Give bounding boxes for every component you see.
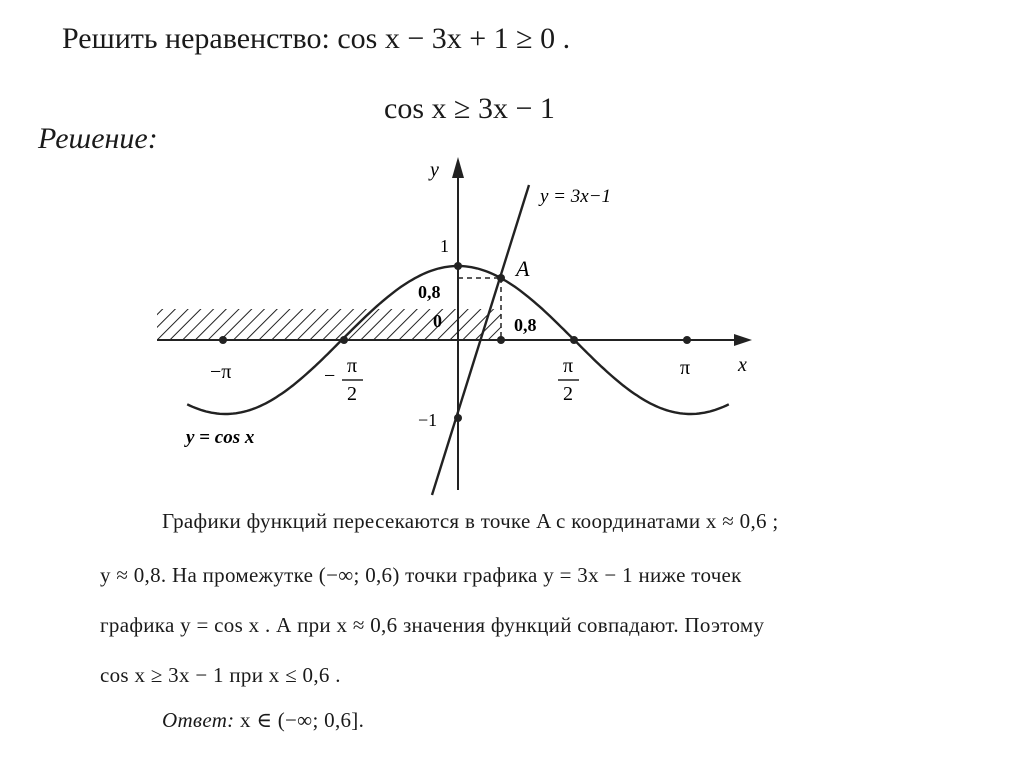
paragraph-line-3: графика y = cos x . А при x ≈ 0,6 значения функций совпадают. Поэтому — [100, 613, 765, 637]
paragraph-line-2: y ≈ 0,8. На промежутке (−∞; 0,6) точки графика y = 3x − 1 ниже точек — [100, 563, 742, 587]
point-y-intercept — [454, 414, 462, 422]
paragraph-line-1: Графики функций пересекаются в точке A с координатами x ≈ 0,6 ; — [162, 509, 779, 533]
tick-label-two: 2 — [347, 383, 357, 405]
point-minus-half-pi — [340, 336, 348, 344]
tick-label-08-y: 0,8 — [418, 282, 441, 302]
problem-inequality: cos x − 3x + 1 ≥ 0 . — [337, 22, 571, 55]
tick-label-pi-numerator-right: π — [563, 355, 574, 377]
point-pi — [683, 336, 691, 344]
point-A — [497, 274, 505, 282]
transformed-inequality: cos x ≥ 3x − 1 — [384, 92, 555, 125]
solution-region-hatch — [157, 309, 501, 339]
tick-label-minus-one: −1 — [418, 410, 438, 430]
function-graph — [150, 150, 770, 500]
tick-label-pi-numerator: π — [347, 355, 358, 377]
tick-label-08-x: 0,8 — [514, 315, 537, 335]
solution-heading: Решение: — [38, 122, 158, 155]
y-axis-arrow — [452, 157, 464, 178]
tick-label-one: 1 — [440, 236, 449, 256]
tick-label-two-right: 2 — [563, 383, 573, 405]
tick-label-minus-sign: − — [324, 365, 336, 387]
point-08-x — [497, 336, 505, 344]
cos-label: y = cos x — [186, 427, 255, 448]
answer-line — [162, 708, 364, 733]
x-axis-arrow — [734, 334, 752, 346]
tick-label-pi: π — [680, 357, 691, 379]
problem-label: Решить неравенство: — [62, 22, 330, 55]
tick-label-zero: 0 — [433, 311, 442, 331]
answer-label: Ответ: — [162, 708, 235, 732]
answer-value: x ∈ (−∞; 0,6]. — [234, 708, 365, 732]
tick-label-minus-pi: −π — [210, 361, 232, 383]
paragraph-line-4: cos x ≥ 3x − 1 при x ≤ 0,6 . — [100, 663, 341, 687]
point-A-label: A — [516, 256, 530, 281]
x-axis-label: x — [738, 354, 747, 376]
point-half-pi — [570, 336, 578, 344]
y-axis-label: y — [430, 159, 439, 181]
problem-statement — [62, 22, 570, 56]
point-minus-pi — [219, 336, 227, 344]
line-label: y = 3x−1 — [540, 186, 612, 207]
point-cos-max — [454, 262, 462, 270]
